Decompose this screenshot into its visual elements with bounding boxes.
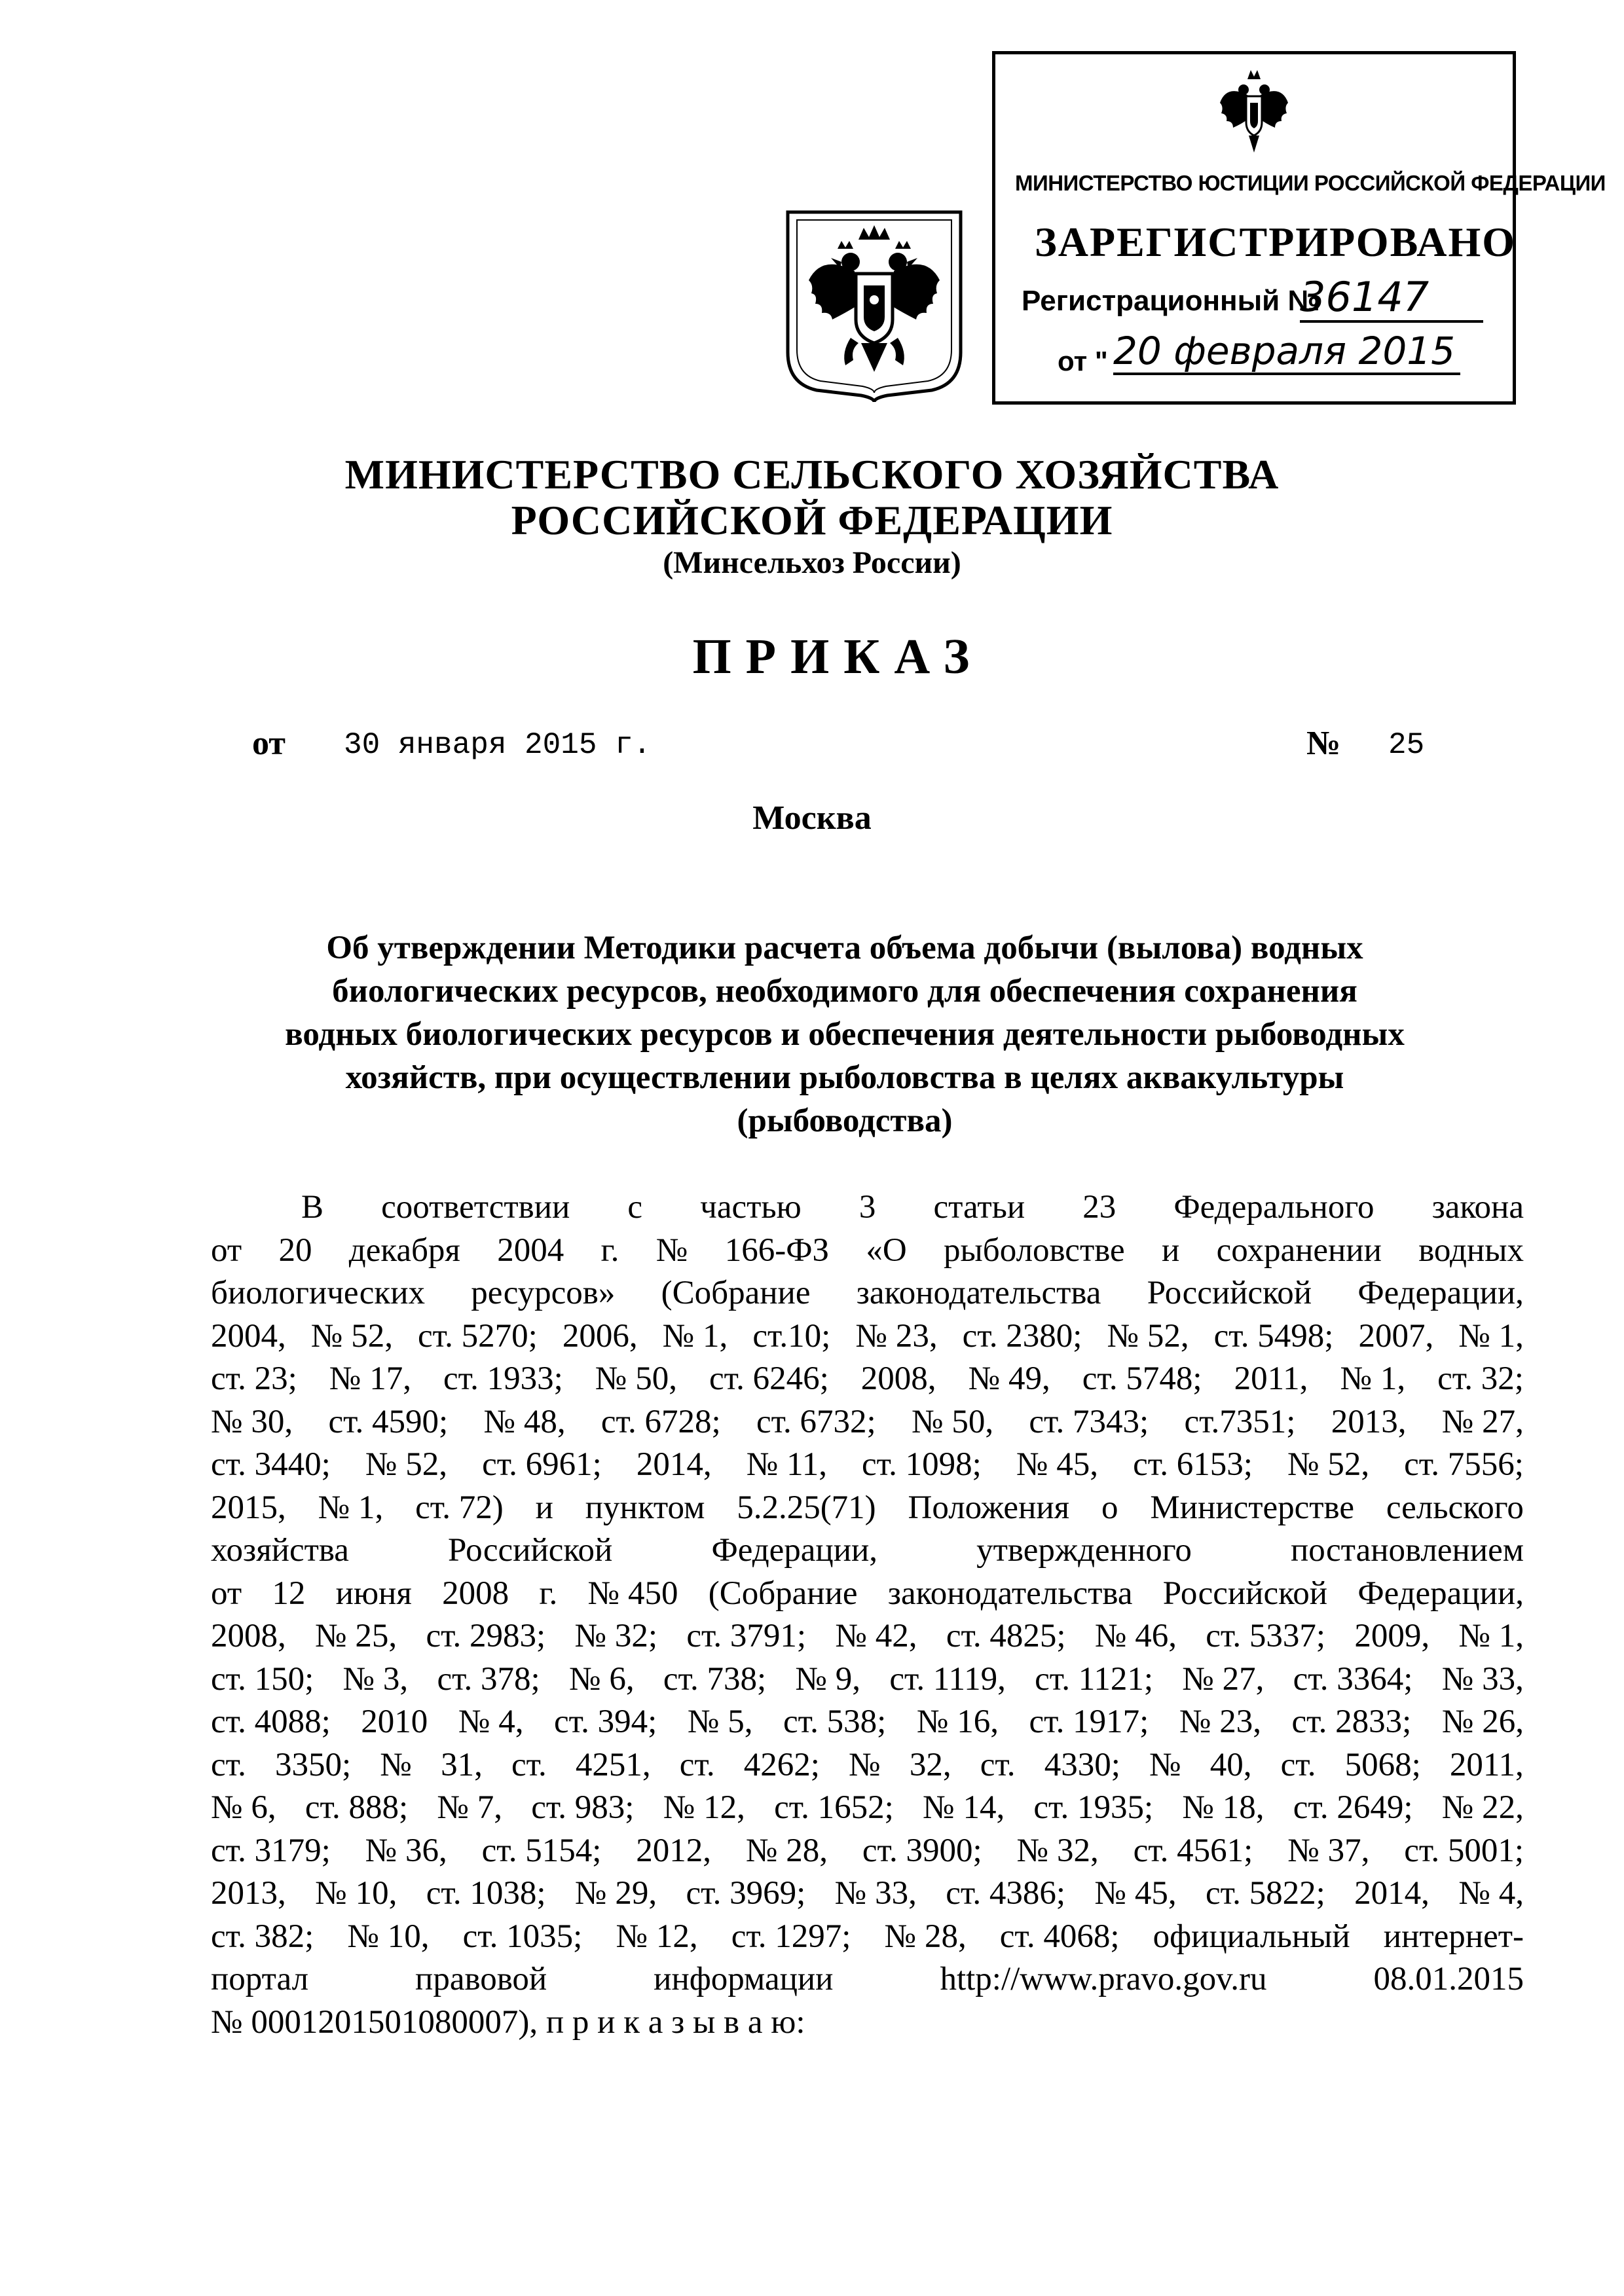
body-line xyxy=(211,1615,1524,1658)
stamp-date-label: от " xyxy=(1058,346,1108,376)
subject-line: биологических ресурсов, необходимого для обеспечения сохранения xyxy=(332,973,1357,1010)
body-word: ст.10; xyxy=(752,1317,831,1355)
body-word: ст. xyxy=(1280,1746,1316,1783)
body-word: № 27, xyxy=(1182,1660,1264,1698)
body-word: хозяйства xyxy=(211,1532,349,1569)
body-word: частью xyxy=(700,1189,802,1226)
body-word: ст. 150; xyxy=(211,1660,314,1698)
body-word: В xyxy=(301,1189,324,1226)
body-word: законодательства xyxy=(887,1575,1133,1612)
body-word: соответствии xyxy=(381,1189,570,1226)
body-word: ст. 1297; xyxy=(731,1918,851,1955)
body-word: 4262; xyxy=(743,1746,820,1783)
body-word: 4330; xyxy=(1044,1746,1120,1783)
body-line xyxy=(211,1830,1524,1873)
body-word: № 28, xyxy=(884,1918,967,1955)
body-word: ст. 394; xyxy=(554,1704,657,1740)
body-word: № 32, xyxy=(1016,1832,1099,1869)
body-word: ст. 6961; xyxy=(482,1446,602,1483)
body-word: ст. 5498; xyxy=(1213,1317,1334,1355)
body-word: № 5, xyxy=(687,1704,753,1740)
body-word: ст. 5337; xyxy=(1206,1618,1326,1654)
document-type-title: ПРИКАЗ xyxy=(692,629,984,684)
body-word: 2008, xyxy=(860,1360,936,1397)
body-word: законодательства xyxy=(856,1275,1101,1311)
body-word: ст. 6732; xyxy=(756,1403,876,1440)
body-word: ст. 5154; xyxy=(481,1832,602,1869)
body-word: № 42, xyxy=(835,1618,917,1654)
body-word: от xyxy=(211,1575,242,1612)
body-word: с xyxy=(627,1189,643,1226)
body-line xyxy=(211,1401,1524,1444)
body-word: 4251, xyxy=(575,1746,651,1783)
body-word: 2012, xyxy=(636,1832,712,1869)
body-word: 2011, xyxy=(1234,1360,1308,1397)
body-line xyxy=(211,1529,1524,1573)
body-word: № 1, xyxy=(318,1489,384,1526)
body-word: ст. 888; xyxy=(304,1789,409,1826)
body-word: ст. 3969; xyxy=(686,1875,806,1912)
body-word: (Собрание xyxy=(708,1575,858,1612)
body-word: ст. xyxy=(511,1746,547,1783)
body-word: ст. 1933; xyxy=(443,1360,563,1397)
body-word: 5.2.25(71) xyxy=(737,1489,876,1526)
body-word: № 52, xyxy=(365,1446,447,1483)
body-word: ст. 1917; xyxy=(1029,1704,1149,1740)
body-word: официальный xyxy=(1153,1918,1350,1955)
body-word: г. xyxy=(600,1231,619,1269)
body-word: № 45, xyxy=(1094,1875,1177,1912)
body-word: ст. 6728; xyxy=(600,1403,721,1440)
body-word: ст. 3791; xyxy=(686,1618,807,1654)
body-line xyxy=(211,2001,1524,2045)
body-line xyxy=(211,1872,1524,1916)
order-date-label: от xyxy=(252,725,286,762)
body-word: 2013, xyxy=(211,1875,286,1912)
body-word: ст. 4386; xyxy=(946,1875,1065,1912)
stamp-ministry-name: МИНИСТЕРСТВО ЮСТИЦИИ РОССИЙСКОЙ ФЕДЕРАЦИИ xyxy=(1015,171,1606,195)
body-word: № 33, xyxy=(834,1875,917,1912)
stamp-status: ЗАРЕГИСТРИРОВАНО xyxy=(1035,219,1516,265)
body-word: 2014, xyxy=(1354,1875,1430,1912)
body-word: 2007, xyxy=(1358,1317,1434,1355)
body-word: № 1, xyxy=(1340,1360,1406,1397)
body-word: № xyxy=(849,1746,881,1783)
body-word: № 30, xyxy=(211,1403,293,1440)
body-word: ст. 4590; xyxy=(328,1403,449,1440)
city-name: Москва xyxy=(752,799,872,837)
body-line xyxy=(211,1701,1524,1744)
body-line xyxy=(211,1186,1524,1230)
body-word: ст. 4068; xyxy=(999,1918,1120,1955)
body-word: о xyxy=(1101,1489,1118,1526)
body-word: ст. 3364; xyxy=(1293,1660,1413,1698)
body-word: № 4, xyxy=(1458,1875,1524,1912)
body-word: № 27, xyxy=(1441,1403,1524,1440)
stamp-reg-label: Регистрационный № xyxy=(1022,285,1320,317)
body-word: Российской xyxy=(1147,1275,1312,1311)
body-word: ст. 72) xyxy=(415,1489,504,1526)
body-word: 2015, xyxy=(211,1489,286,1526)
body-word: № 1, xyxy=(662,1317,728,1355)
body-word: сельского xyxy=(1386,1489,1524,1526)
body-word: № 48, xyxy=(483,1403,566,1440)
body-word: № 1, xyxy=(1458,1317,1524,1355)
body-word: ст. 3900; xyxy=(862,1832,982,1869)
body-word: ст. 1098; xyxy=(862,1446,982,1483)
body-word: ст. 6153; xyxy=(1133,1446,1253,1483)
body-word: № 46, xyxy=(1094,1618,1177,1654)
body-word: 3350; xyxy=(274,1746,352,1783)
body-word: 2004, xyxy=(211,1317,286,1355)
body-word: 20 xyxy=(278,1231,312,1269)
body-word: Российской xyxy=(1162,1575,1328,1612)
body-word: № 7, xyxy=(437,1789,503,1826)
body-word: информации xyxy=(654,1961,834,1997)
ministry-short-name: (Минсельхоз России) xyxy=(663,545,961,580)
body-word: ст. 6246; xyxy=(709,1360,829,1397)
body-word: утвержденного xyxy=(976,1532,1192,1569)
body-word: от xyxy=(211,1231,242,1269)
body-word: ст. 2833; xyxy=(1291,1704,1412,1740)
body-word: Федерации, xyxy=(1357,1275,1524,1311)
body-line xyxy=(211,1744,1524,1787)
body-word: № 25, xyxy=(315,1618,397,1654)
body-word: портал xyxy=(211,1961,309,1997)
body-word: № 10, xyxy=(347,1918,430,1955)
body-word: ст. 983; xyxy=(531,1789,635,1826)
body-word: № 23, xyxy=(1179,1704,1261,1740)
body-word: № 33, xyxy=(1441,1660,1524,1698)
body-word: № 52, xyxy=(310,1317,393,1355)
body-word: № 18, xyxy=(1182,1789,1264,1826)
subject-line: Об утверждении Методики расчета объема добычи (вылова) водных xyxy=(326,930,1363,966)
body-line xyxy=(211,1487,1524,1530)
body-word: ст. 538; xyxy=(783,1704,887,1740)
coat-of-arms-emblem xyxy=(783,208,966,403)
ministry-name-line2: РОССИЙСКОЙ ФЕДЕРАЦИИ xyxy=(511,497,1113,543)
body-word: ст. 5270; xyxy=(418,1317,538,1355)
body-word: № 23, xyxy=(855,1317,938,1355)
body-word: № 26, xyxy=(1441,1704,1524,1740)
body-word: ст. 7556; xyxy=(1404,1446,1524,1483)
body-word: Федерации, xyxy=(711,1532,878,1569)
body-word: ст. xyxy=(679,1746,715,1783)
stamp-reg-number: 36147 xyxy=(1300,274,1483,323)
order-date-value: 30 января 2015 г. xyxy=(344,728,652,762)
body-word: ст. 4825; xyxy=(946,1618,1066,1654)
body-line xyxy=(211,1444,1524,1487)
body-word: ст. 3179; xyxy=(211,1832,331,1869)
body-word: № 0001201501080007), п р и к а з ы в а ю: xyxy=(211,2003,805,2041)
body-word: 2006, xyxy=(562,1317,638,1355)
body-word: № 45, xyxy=(1016,1446,1099,1483)
body-word: декабря xyxy=(348,1231,460,1269)
body-word: сохранении xyxy=(1216,1231,1382,1269)
body-word: 2008, xyxy=(211,1618,286,1654)
body-word: ст. 5001; xyxy=(1404,1832,1524,1869)
body-word: ст. 1119, xyxy=(889,1660,1006,1698)
body-word: 166-ФЗ xyxy=(724,1231,830,1269)
body-word: № xyxy=(655,1231,688,1269)
body-word: ст. 1035; xyxy=(462,1918,583,1955)
body-word: интернет- xyxy=(1383,1918,1524,1955)
subject-line: (рыбоводства) xyxy=(737,1102,953,1139)
body-word: № 52, xyxy=(1287,1446,1370,1483)
body-word: ст. 2649; xyxy=(1293,1789,1413,1826)
body-word: ст. 1121; xyxy=(1035,1660,1153,1698)
body-word: 23 xyxy=(1082,1189,1116,1226)
body-line xyxy=(211,1272,1524,1315)
order-subject xyxy=(196,926,1493,1142)
body-word: № 17, xyxy=(329,1360,411,1397)
body-word: http://www.pravo.gov.ru xyxy=(940,1961,1267,1997)
body-line xyxy=(211,1315,1524,1358)
body-word: 2008 xyxy=(442,1575,509,1612)
body-word: пунктом xyxy=(585,1489,705,1526)
order-number-label: № xyxy=(1306,725,1341,762)
body-word: № 22, xyxy=(1441,1789,1524,1826)
body-word: правовой xyxy=(415,1961,547,1997)
body-word: № 6, xyxy=(211,1789,276,1826)
body-word: № 14, xyxy=(923,1789,1005,1826)
body-line xyxy=(211,1358,1524,1401)
body-word: № 3, xyxy=(342,1660,409,1698)
registration-stamp xyxy=(992,51,1606,405)
body-word: № 32; xyxy=(574,1618,658,1654)
body-line xyxy=(211,1230,1524,1273)
body-word: ст. 2380; xyxy=(962,1317,1082,1355)
body-word: № 10, xyxy=(315,1875,397,1912)
body-word: Министерстве xyxy=(1150,1489,1354,1526)
body-word: № 9, xyxy=(795,1660,861,1698)
stamp-coat-of-arms-icon xyxy=(1215,66,1293,158)
body-word: № 50, xyxy=(595,1360,677,1397)
body-word: 2010 xyxy=(361,1704,428,1740)
body-word: ст. 382; xyxy=(211,1918,314,1955)
body-word: № xyxy=(1149,1746,1181,1783)
body-line xyxy=(211,1916,1524,1959)
ministry-name-line1: МИНИСТЕРСТВО СЕЛЬСКОГО ХОЗЯЙСТВА xyxy=(344,451,1280,498)
body-word: 2014, xyxy=(636,1446,712,1483)
body-word: постановлением xyxy=(1290,1532,1524,1569)
body-word: ст. 5748; xyxy=(1082,1360,1202,1397)
body-word: ст. xyxy=(211,1746,246,1783)
body-word: ст. 32; xyxy=(1437,1360,1524,1397)
body-word: рыболовстве xyxy=(944,1231,1125,1269)
body-line xyxy=(211,1958,1524,2001)
body-word: ст. 3440; xyxy=(211,1446,331,1483)
body-word: ст. xyxy=(980,1746,1016,1783)
body-word: г. xyxy=(539,1575,558,1612)
preamble-paragraph xyxy=(211,1186,1524,2044)
body-word: 40, xyxy=(1209,1746,1252,1783)
body-word: ст.7351; xyxy=(1184,1403,1296,1440)
body-word: ст. 1038; xyxy=(426,1875,546,1912)
body-word: № 4, xyxy=(458,1704,524,1740)
body-word: ст. 4561; xyxy=(1133,1832,1253,1869)
body-line xyxy=(211,1658,1524,1702)
body-word: 2013, xyxy=(1331,1403,1407,1440)
body-word: (Собрание xyxy=(661,1275,811,1311)
body-word: 3 xyxy=(858,1189,876,1226)
body-word: ст. 23; xyxy=(211,1360,297,1397)
body-line xyxy=(211,1573,1524,1616)
body-word: № 1, xyxy=(1458,1618,1524,1654)
body-word: и xyxy=(1161,1231,1180,1269)
body-word: и xyxy=(535,1489,553,1526)
body-word: № xyxy=(380,1746,412,1783)
body-word: № 52, xyxy=(1107,1317,1189,1355)
body-word: 2004 xyxy=(497,1231,564,1269)
body-word: Федерации, xyxy=(1357,1575,1524,1612)
body-word: № 6, xyxy=(568,1660,635,1698)
body-word: 5068; xyxy=(1344,1746,1421,1783)
body-word: «О xyxy=(866,1231,907,1269)
body-word: ресурсов» xyxy=(471,1275,616,1311)
body-word: водных xyxy=(1418,1231,1524,1269)
body-word: № 28, xyxy=(745,1832,828,1869)
body-word: № 37, xyxy=(1287,1832,1370,1869)
body-word: № 11, xyxy=(746,1446,827,1483)
body-word: № 450 xyxy=(587,1575,678,1612)
body-line xyxy=(211,1787,1524,1830)
body-word: Российской xyxy=(448,1532,613,1569)
subject-line: хозяйств, при осуществлении рыболовства в целях аквакультуры xyxy=(345,1059,1344,1096)
order-number-value: 25 xyxy=(1388,728,1425,762)
body-word: № 12, xyxy=(663,1789,745,1826)
body-word: ст. 738; xyxy=(663,1660,767,1698)
body-word: 08.01.2015 xyxy=(1373,1961,1524,1997)
body-word: Федерального xyxy=(1173,1189,1375,1226)
body-word: № 29, xyxy=(574,1875,657,1912)
body-word: ст. 2983; xyxy=(426,1618,546,1654)
body-word: статьи xyxy=(933,1189,1025,1226)
body-word: № 12, xyxy=(616,1918,698,1955)
body-word: Положения xyxy=(908,1489,1070,1526)
body-word: ст. 4088; xyxy=(211,1704,331,1740)
body-word: 2011, xyxy=(1449,1746,1524,1783)
body-word: № 36, xyxy=(365,1832,447,1869)
body-word: ст. 378; xyxy=(437,1660,540,1698)
body-word: ст. 1935; xyxy=(1033,1789,1154,1826)
body-word: ст. 1652; xyxy=(774,1789,894,1826)
body-word: 31, xyxy=(441,1746,483,1783)
body-word: ст. 7343; xyxy=(1029,1403,1149,1440)
body-word: биологических xyxy=(211,1275,425,1311)
body-word: № 16, xyxy=(916,1704,999,1740)
body-word: 12 xyxy=(272,1575,306,1612)
body-word: июня xyxy=(335,1575,412,1612)
body-word: закона xyxy=(1431,1189,1524,1226)
body-word: 2009, xyxy=(1354,1618,1430,1654)
body-word: № 50, xyxy=(911,1403,994,1440)
stamp-date-value: 20 февраля 2015 xyxy=(1113,329,1460,375)
body-word: № 49, xyxy=(968,1360,1050,1397)
body-word: ст. 5822; xyxy=(1205,1875,1325,1912)
body-word: 32, xyxy=(909,1746,951,1783)
subject-line: водных биологических ресурсов и обеспечения деятельности рыбоводных xyxy=(285,1016,1405,1053)
